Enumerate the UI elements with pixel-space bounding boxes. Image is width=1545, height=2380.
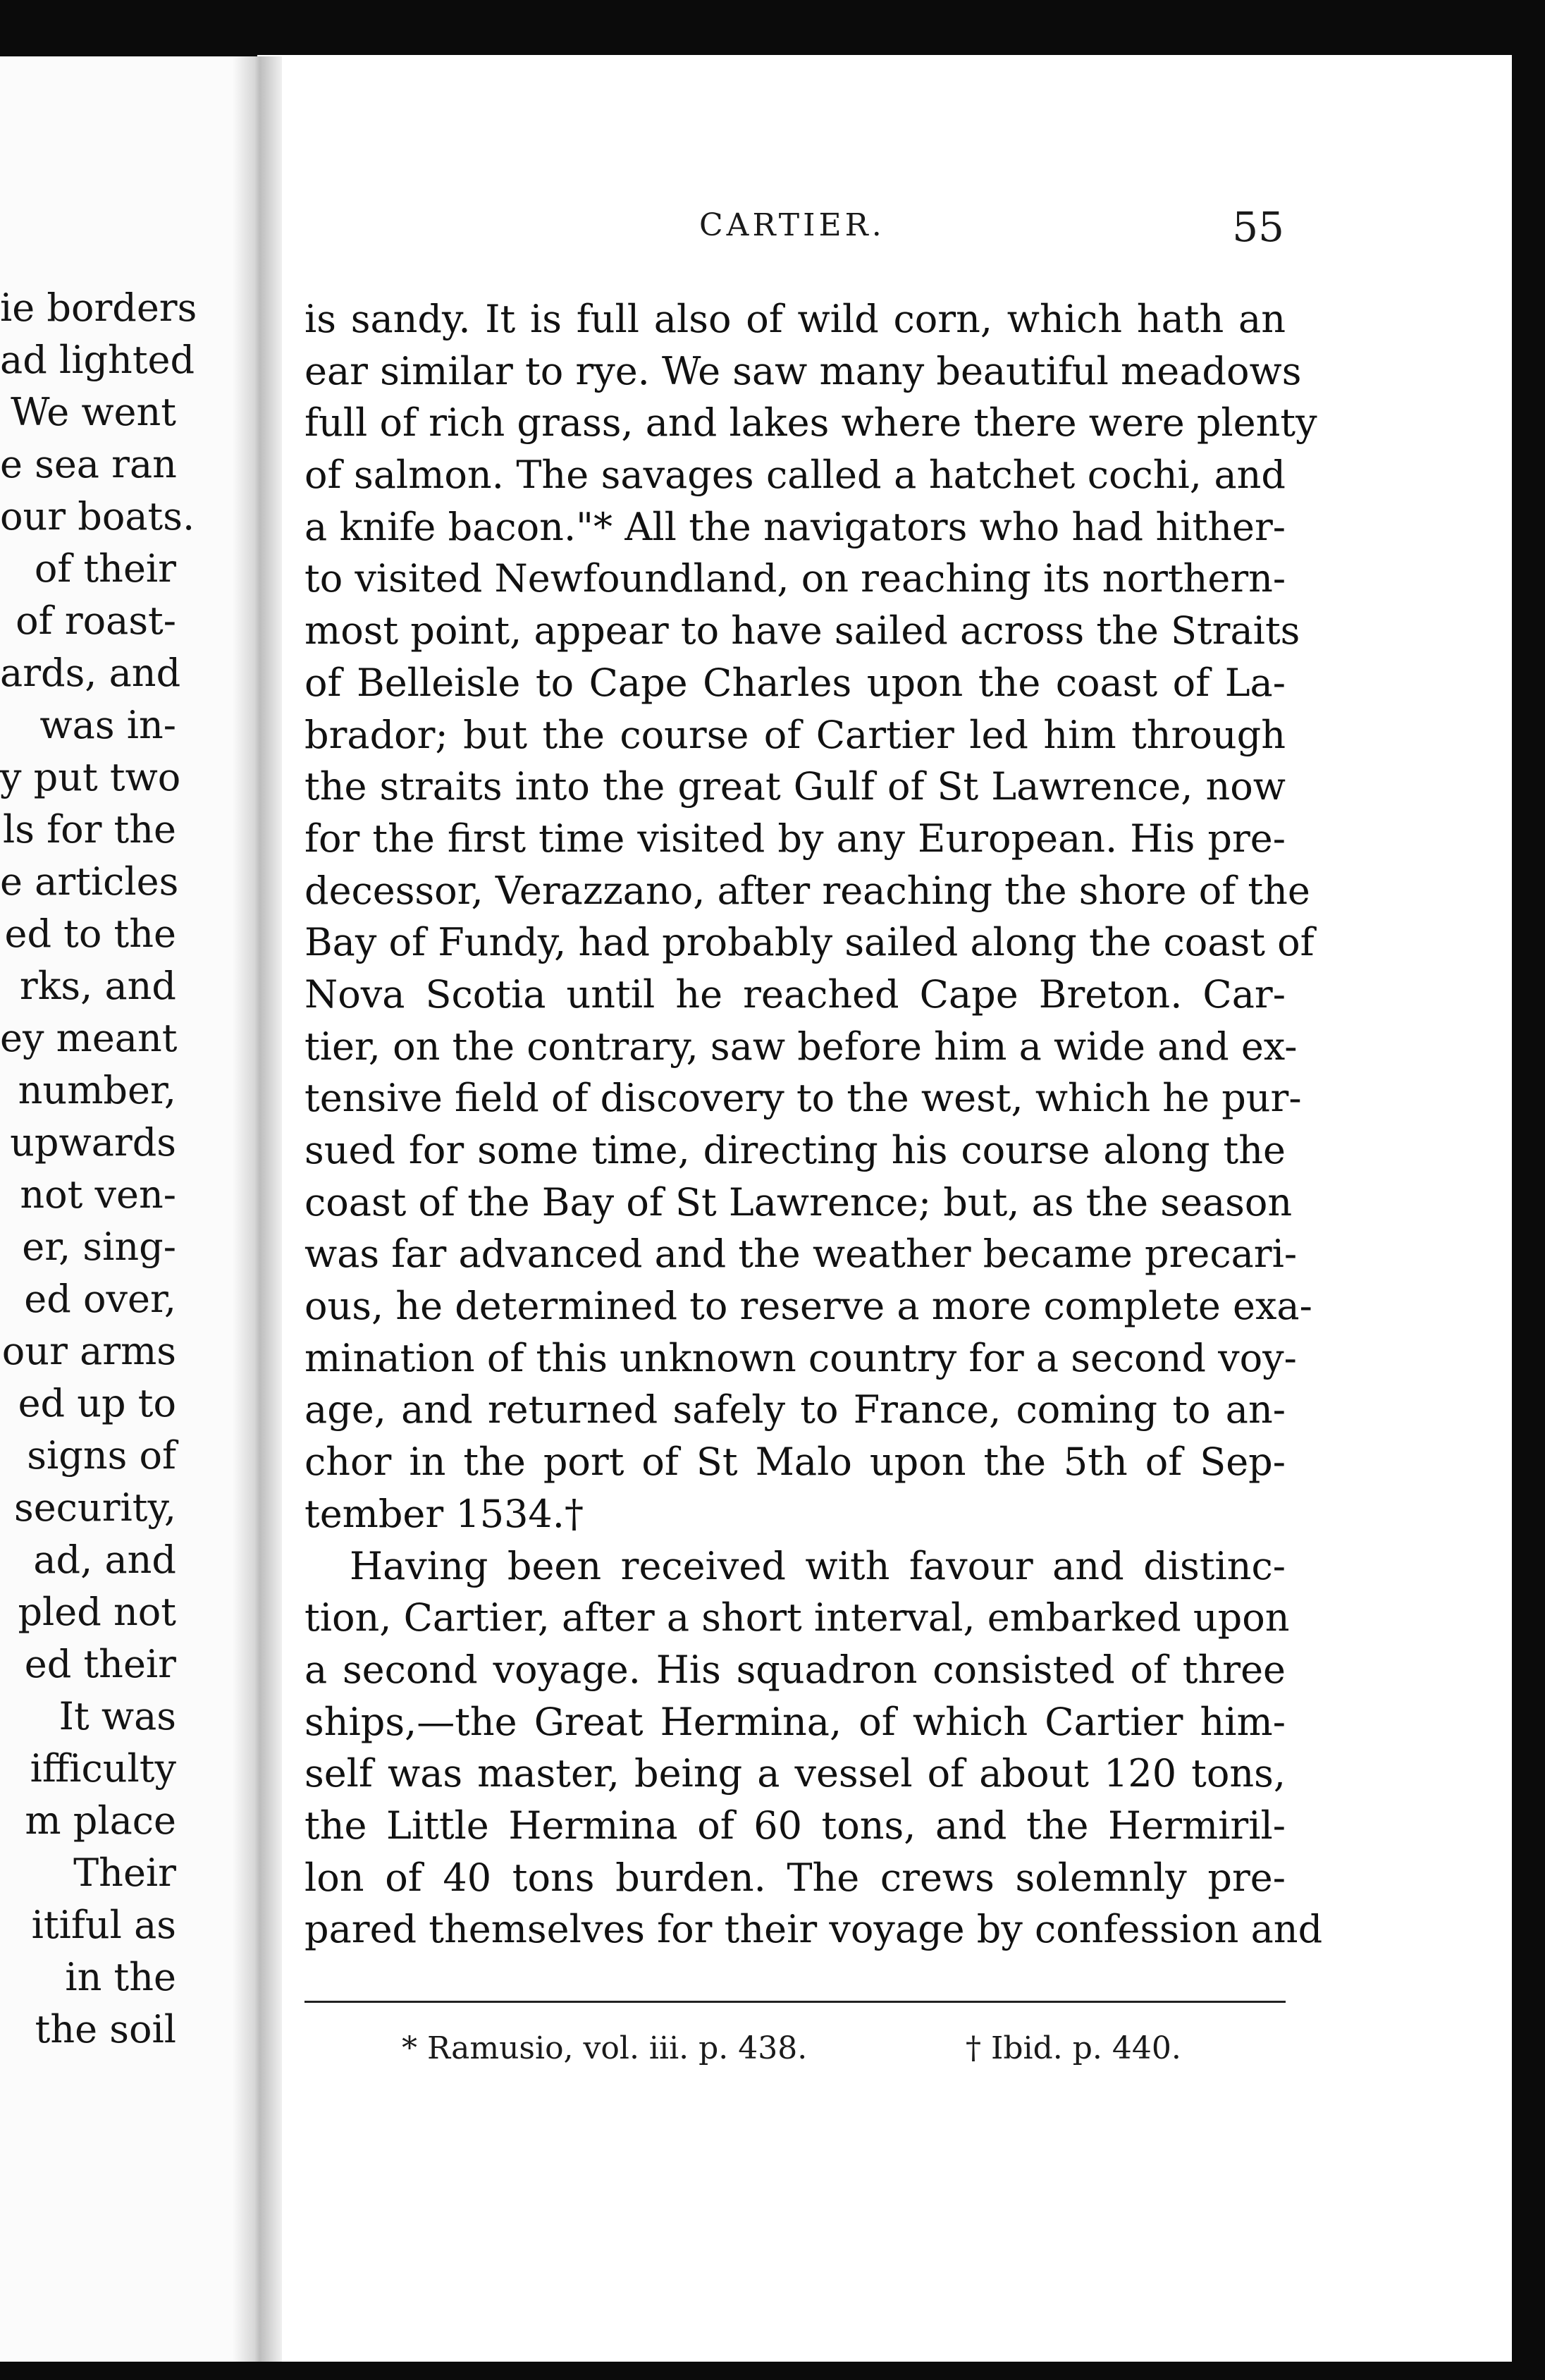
left-line: ifficulty [30, 1746, 176, 1791]
footnote-rule [304, 2001, 1286, 2003]
text-line: a second voyage. His squadron consisted of three [304, 1647, 1286, 1692]
text-line: coast of the Bay of St Lawrence; but, as the season [304, 1179, 1293, 1225]
left-line: e sea ran [0, 442, 177, 486]
left-line: ad lighted [0, 338, 195, 382]
text-line: decessor, Verazzano, after reaching the shore of the [304, 868, 1310, 913]
text-line: full of rich grass, and lakes where there were plenty [304, 400, 1317, 446]
text-line: a knife bacon."* All the navigators who had hither- [304, 504, 1286, 549]
scan-background-bottom [0, 2362, 1545, 2380]
left-line: ed up to [18, 1381, 176, 1425]
running-head [304, 203, 1284, 252]
left-line: e articles [0, 859, 179, 904]
text-line: ear similar to rye. We saw many beautiful meadows [304, 348, 1302, 393]
text-line: lon of 40 tons burden. The crews solemnly pre- [304, 1855, 1286, 1900]
left-line: number, [18, 1068, 176, 1112]
text-line: tensive field of discovery to the west, which he pur- [304, 1076, 1302, 1121]
footnote-ibid: † Ibid. p. 440. [966, 2030, 1181, 2066]
text-line: chor in the port of St Malo upon the 5th of Sep- [304, 1440, 1286, 1485]
text-line: Nova Scotia until he reached Cape Breton. Car- [304, 971, 1286, 1017]
left-line: our arms [1, 1329, 176, 1373]
left-line: m place [25, 1798, 176, 1843]
left-line: the soil [35, 2007, 176, 2051]
left-line: in the [65, 1955, 176, 1999]
running-head-title: CARTIER. [699, 207, 885, 243]
paragraph-start-line: Having been received with favour and distinc- [350, 1543, 1286, 1588]
text-line: tier, on the contrary, saw before him a wide and ex- [304, 1024, 1298, 1069]
left-line: upwards [10, 1120, 176, 1165]
text-line: most point, appear to have sailed across the Straits [304, 608, 1300, 654]
text-line: mination of this unknown country for a second voy- [304, 1335, 1297, 1380]
left-line: itiful as [31, 1903, 176, 1947]
text-line: brador; but the course of Cartier led him through [304, 712, 1286, 757]
left-line: ed to the [4, 912, 176, 956]
text-line: sued for some time, directing his course along the [304, 1128, 1286, 1172]
text-line: is sandy. It is full also of wild corn, which hath an [304, 297, 1286, 341]
left-line: ey meant [0, 1016, 178, 1060]
left-line: ed their [24, 1642, 176, 1686]
left-line: our boats. [0, 494, 195, 539]
left-line: It was [59, 1694, 176, 1738]
text-line: self was master, being a vessel of about 120 tons, [304, 1751, 1286, 1796]
body-text [304, 293, 1323, 1956]
book-gutter [233, 56, 282, 2380]
text-line: tember 1534.† [304, 1491, 584, 1536]
scan-background-right [1515, 49, 1545, 2380]
left-line: rks, and [19, 964, 176, 1008]
text-line: the Little Hermina of 60 tons, and the Hermiril- [304, 1803, 1286, 1848]
left-line: not ven- [20, 1172, 176, 1217]
left-line: was in- [39, 703, 176, 747]
left-line: of roast- [16, 599, 176, 643]
left-line: ie borders [0, 286, 197, 330]
text-line: to visited Newfoundland, on reaching its northern- [304, 556, 1286, 601]
text-line: ous, he determined to reserve a more complete exa- [304, 1284, 1312, 1329]
text-line: ships,—the Great Hermina, of which Cartier him- [304, 1699, 1286, 1744]
text-line: of Belleisle to Cape Charles upon the coast of La- [304, 660, 1286, 705]
text-line: Bay of Fundy, had probably sailed along the coast of [304, 920, 1315, 965]
left-line: ls for the [2, 807, 176, 852]
left-line: ed over, [24, 1277, 176, 1321]
text-line: pared themselves for their voyage by confession and [304, 1907, 1323, 1952]
left-line: Their [73, 1851, 176, 1895]
left-line: We went [11, 390, 176, 434]
left-line: signs of [27, 1433, 176, 1478]
text-line: of salmon. The savages called a hatchet cochi, and [304, 453, 1286, 498]
left-line: pled not [18, 1590, 176, 1634]
left-line: of their [34, 546, 176, 591]
page-number: 55 [1232, 203, 1284, 251]
left-line: ards, and [0, 651, 181, 695]
footnote-ramusio: * Ramusio, vol. iii. p. 438. [402, 2030, 808, 2066]
left-line: y put two [0, 755, 181, 799]
text-line: tion, Cartier, after a short interval, embarked upon [304, 1595, 1290, 1640]
text-line: was far advanced and the weather became precari- [304, 1232, 1298, 1277]
left-line: security, [14, 1485, 176, 1530]
text-line: for the first time visited by any European. His pre- [304, 816, 1286, 861]
left-line: er, sing- [22, 1225, 176, 1269]
left-page-text [0, 282, 197, 2056]
left-line: ad, and [33, 1538, 176, 1582]
text-line: the straits into the great Gulf of St Lawrence, now [304, 764, 1286, 809]
text-line: age, and returned safely to France, coming to an- [304, 1387, 1286, 1433]
